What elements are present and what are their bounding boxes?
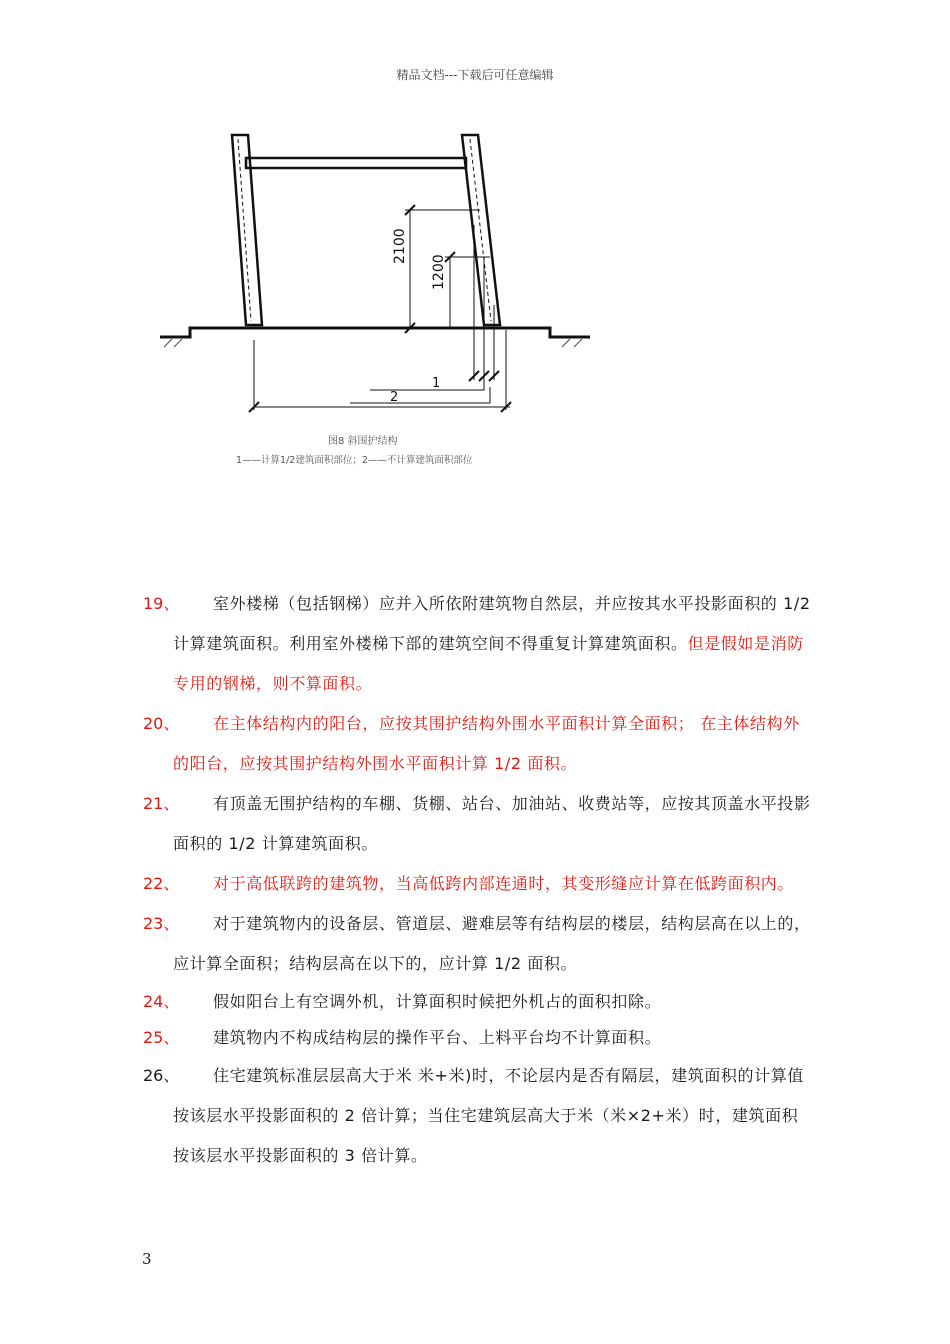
list-item xyxy=(143,904,813,984)
list-item xyxy=(143,584,813,704)
dim-1200-label: 1200 xyxy=(431,254,447,290)
item-number: 22、 xyxy=(143,874,180,893)
dim-2100-label: 2100 xyxy=(392,228,408,264)
item-text xyxy=(143,584,813,704)
item-number: 20、 xyxy=(143,714,180,733)
list-item xyxy=(143,1056,813,1176)
page-header: 精品文档---下载后可任意编辑 xyxy=(396,68,554,82)
item-text: 住宅建筑标准层层高大于米 米+米)时，不论层内是否有隔层，建筑面积的计算值按该层水平投影面积的 2 倍计算；当住宅建筑层高大于米（米×2+米）时，建筑面积按该层水平投影面积的 3 倍计算。 xyxy=(173,1066,804,1165)
list-item xyxy=(143,1020,813,1056)
item-number: 21、 xyxy=(143,794,180,813)
list-item xyxy=(143,984,813,1020)
figure-note: 1——计算1/2建筑面积部位；2——不计算建筑面积部位 xyxy=(236,455,473,466)
item-text: 有顶盖无围护结构的车棚、货棚、站台、加油站、收费站等，应按其顶盖水平投影面积的 1/2 计算建筑面积。 xyxy=(173,794,811,853)
list-item xyxy=(143,784,813,864)
item-text: 对于高低联跨的建筑物，当高低跨内部连通时，其变形缝应计算在低跨面积内。 xyxy=(213,874,795,893)
item-text: 在主体结构内的阳台，应按其围护结构外围水平面积计算全面积； 在主体结构外的阳台，应按其围护结构外围水平面积计算 1/2 面积。 xyxy=(173,714,800,773)
slanted-enclosure-diagram xyxy=(150,125,600,470)
clause-list xyxy=(143,584,813,1176)
figure-caption: 图8 斜围护结构 xyxy=(328,436,398,447)
item-text: 建筑物内不构成结构层的操作平台、上料平台均不计算面积。 xyxy=(213,1028,662,1047)
list-item xyxy=(143,864,813,904)
item-text: 对于建筑物内的设备层、管道层、避难层等有结构层的楼层，结构层高在以上的，应计算全面积；结构层高在以下的，应计算 1/2 面积。 xyxy=(173,914,811,973)
item-text-black: 室外楼梯（包括钢梯）应并入所依附建筑物自然层，并应按其水平投影面积的 1/2 计算建筑面积。利用室外楼梯下部的建筑空间不得重复计算建筑面积。 xyxy=(173,594,811,653)
label-2: 2 xyxy=(390,390,399,405)
list-item xyxy=(143,704,813,784)
item-text-red: 但是假如是消防专用的钢梯，则不算面积。 xyxy=(173,634,804,693)
item-number: 19、 xyxy=(143,594,180,613)
label-1: 1 xyxy=(432,376,441,391)
ground-line xyxy=(160,328,590,337)
top-beam xyxy=(246,158,466,168)
item-number: 24、 xyxy=(143,992,180,1011)
item-number: 23、 xyxy=(143,914,180,933)
item-text: 假如阳台上有空调外机，计算面积时候把外机占的面积扣除。 xyxy=(213,992,662,1011)
page-number: 3 xyxy=(142,1250,152,1268)
item-number: 25、 xyxy=(143,1028,180,1047)
item-number: 26、 xyxy=(143,1066,180,1085)
